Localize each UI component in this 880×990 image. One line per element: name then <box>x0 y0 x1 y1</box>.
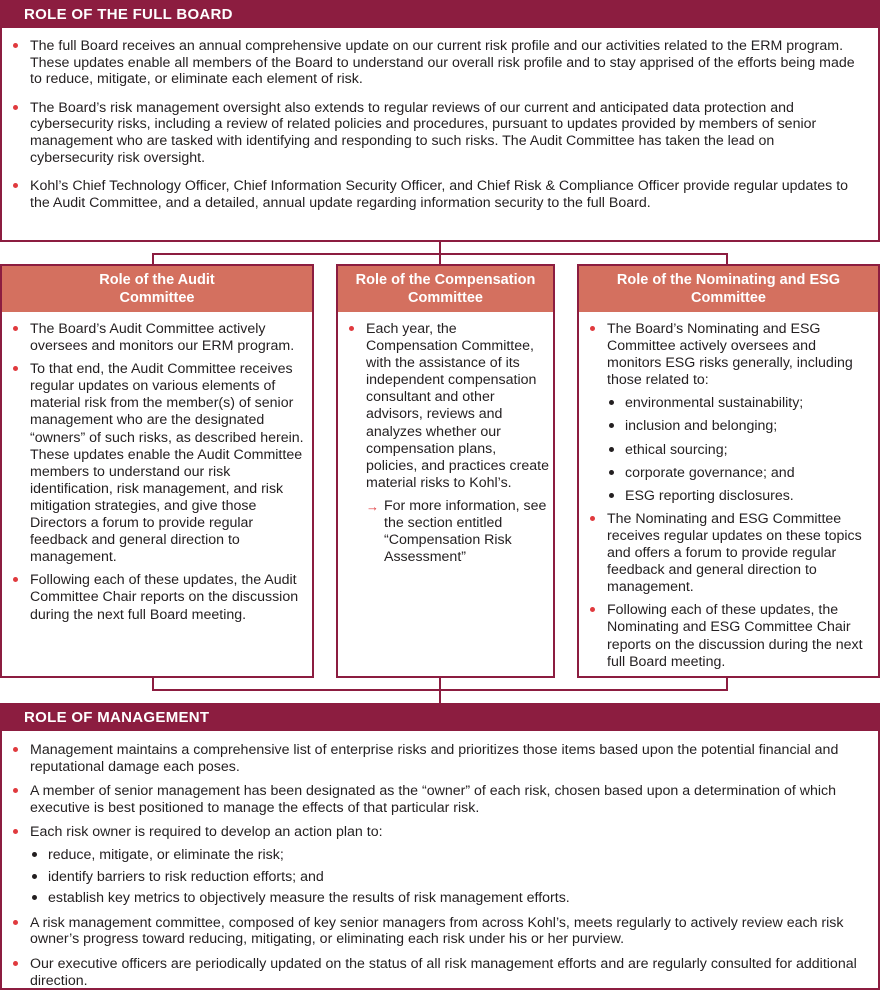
compensation-committee-item <box>338 321 549 566</box>
audit-committee-item: To that end, the Audit Committee receives regular updates on various elements of material risk from the member(s) of senior management who are the designated “owners” of such risks, as described herein. These updates enable the Audit Committee members to understand our risk identification, risk management, and risk mitigation strategies, and give those Directors a forum to provide regular feedback and general direction to management. <box>2 361 308 566</box>
nominating-committee-title-text: Role of the Nominating and ESG Committee <box>616 272 841 306</box>
full-board-item: The Board’s risk management oversight also extends to regular reviews of our current and anticipated data protection and cybersecurity risks, including a review of related policies and procedures, pursuant to updates provided by members of senior management who are tasked with identifying and responding to such risks. The Audit Committee has taken the lead on cybersecurity risk oversight. <box>2 100 860 166</box>
full-board-list <box>2 28 878 211</box>
connector-line <box>726 253 728 264</box>
nominating-subitem: ESG reporting disclosures. <box>607 488 874 505</box>
nominating-committee-item-text: The Board’s Nominating and ESG Committee actively oversees and monitors ESG risks generally, including those related to: <box>607 321 853 389</box>
management-item: A member of senior management has been designated as the “owner” of each risk, chosen based upon a determination of which executive is best positioned to manage the effects of that particular risk. <box>2 783 860 816</box>
management-item: Management maintains a comprehensive list of enterprise risks and prioritizes those items based upon the potential financial and reputational damage each poses. <box>2 742 860 775</box>
connector-line <box>152 253 154 264</box>
management-list <box>2 731 878 989</box>
compensation-committee-title-text: Role of the Compensation Committee <box>355 272 536 306</box>
full-board-title: ROLE OF THE FULL BOARD <box>2 2 878 28</box>
nominating-committee-item: The Nominating and ESG Committee receives regular updates on these topics and offers a forum to provide regular feedback and general direction to management. <box>579 511 874 596</box>
management-subitem: establish key metrics to objectively measure the results of risk management efforts. <box>30 890 860 907</box>
nominating-committee-item: Following each of these updates, the Nominating and ESG Committee Chair reports on the discussion during the next full Board meeting. <box>579 602 874 670</box>
nominating-committee-title <box>579 266 878 312</box>
compensation-committee-title <box>338 266 553 312</box>
management-subitem: reduce, mitigate, or eliminate the risk; <box>30 847 860 864</box>
connector-line <box>439 689 441 703</box>
audit-committee-item: The Board’s Audit Committee actively oversees and monitors our ERM program. <box>2 321 308 355</box>
full-board-item: Kohl’s Chief Technology Officer, Chief Information Security Officer, and Chief Risk & Compliance Officer provide regular updates to the Audit Committee, and a detailed, annual update regarding information security to the full Board. <box>2 178 860 211</box>
management-subitem: identify barriers to risk reduction efforts; and <box>30 869 860 886</box>
full-board-item: The full Board receives an annual comprehensive update on our current risk profile and our activities related to the ERM program. These updates enable all members of the Board to understand our overall risk profile and to stay apprised of the efforts being made to reduce, mitigate, or eliminate each element of risk. <box>2 38 860 88</box>
compensation-committee-list <box>338 312 553 566</box>
management-title: ROLE OF MANAGEMENT <box>2 705 878 731</box>
audit-committee-title <box>2 266 312 312</box>
audit-committee-item: Following each of these updates, the Audit Committee Chair reports on the discussion during the next full Board meeting. <box>2 572 308 623</box>
audit-committee-title-text: Role of the Audit Committee <box>99 272 215 306</box>
audit-committee-list <box>2 312 312 624</box>
full-board-section <box>0 0 880 242</box>
connector-line <box>439 253 441 264</box>
nominating-subitem: ethical sourcing; <box>607 442 874 459</box>
nominating-committee-item <box>579 321 874 505</box>
compensation-committee-item-text: Each year, the Compensation Committee, with the assistance of its independent compensation consultant and other advisors, reviews and analyzes whether our compensation plans, policies, and practices create material risks to Kohl’s. <box>366 321 549 491</box>
nominating-committee-list <box>579 312 878 671</box>
management-item <box>2 824 860 906</box>
compensation-note <box>366 498 549 566</box>
management-item: Our executive officers are periodically updated on the status of all risk management efforts and are regularly consulted for additional direction. <box>2 956 860 989</box>
compensation-committee-box <box>336 264 555 678</box>
nominating-subitem: inclusion and belonging; <box>607 418 874 435</box>
nominating-subitem: environmental sustainability; <box>607 395 874 412</box>
nominating-subitems <box>607 395 874 504</box>
audit-committee-box <box>0 264 314 678</box>
management-section <box>0 703 880 990</box>
arrow-right-icon: → <box>366 498 379 514</box>
compensation-note-text: For more information, see the section entitled “Compensation Risk Assessment” <box>384 497 547 565</box>
management-item-text: Each risk owner is required to develop an action plan to: <box>30 824 383 841</box>
management-subitems <box>30 847 860 907</box>
nominating-subitem: corporate governance; and <box>607 465 874 482</box>
management-item: A risk management committee, composed of key senior managers from across Kohl’s, meets regularly to actively review each risk owner’s progress toward reducing, mitigating, or eliminating each risk under his or her purview. <box>2 915 860 948</box>
nominating-committee-box <box>577 264 880 678</box>
